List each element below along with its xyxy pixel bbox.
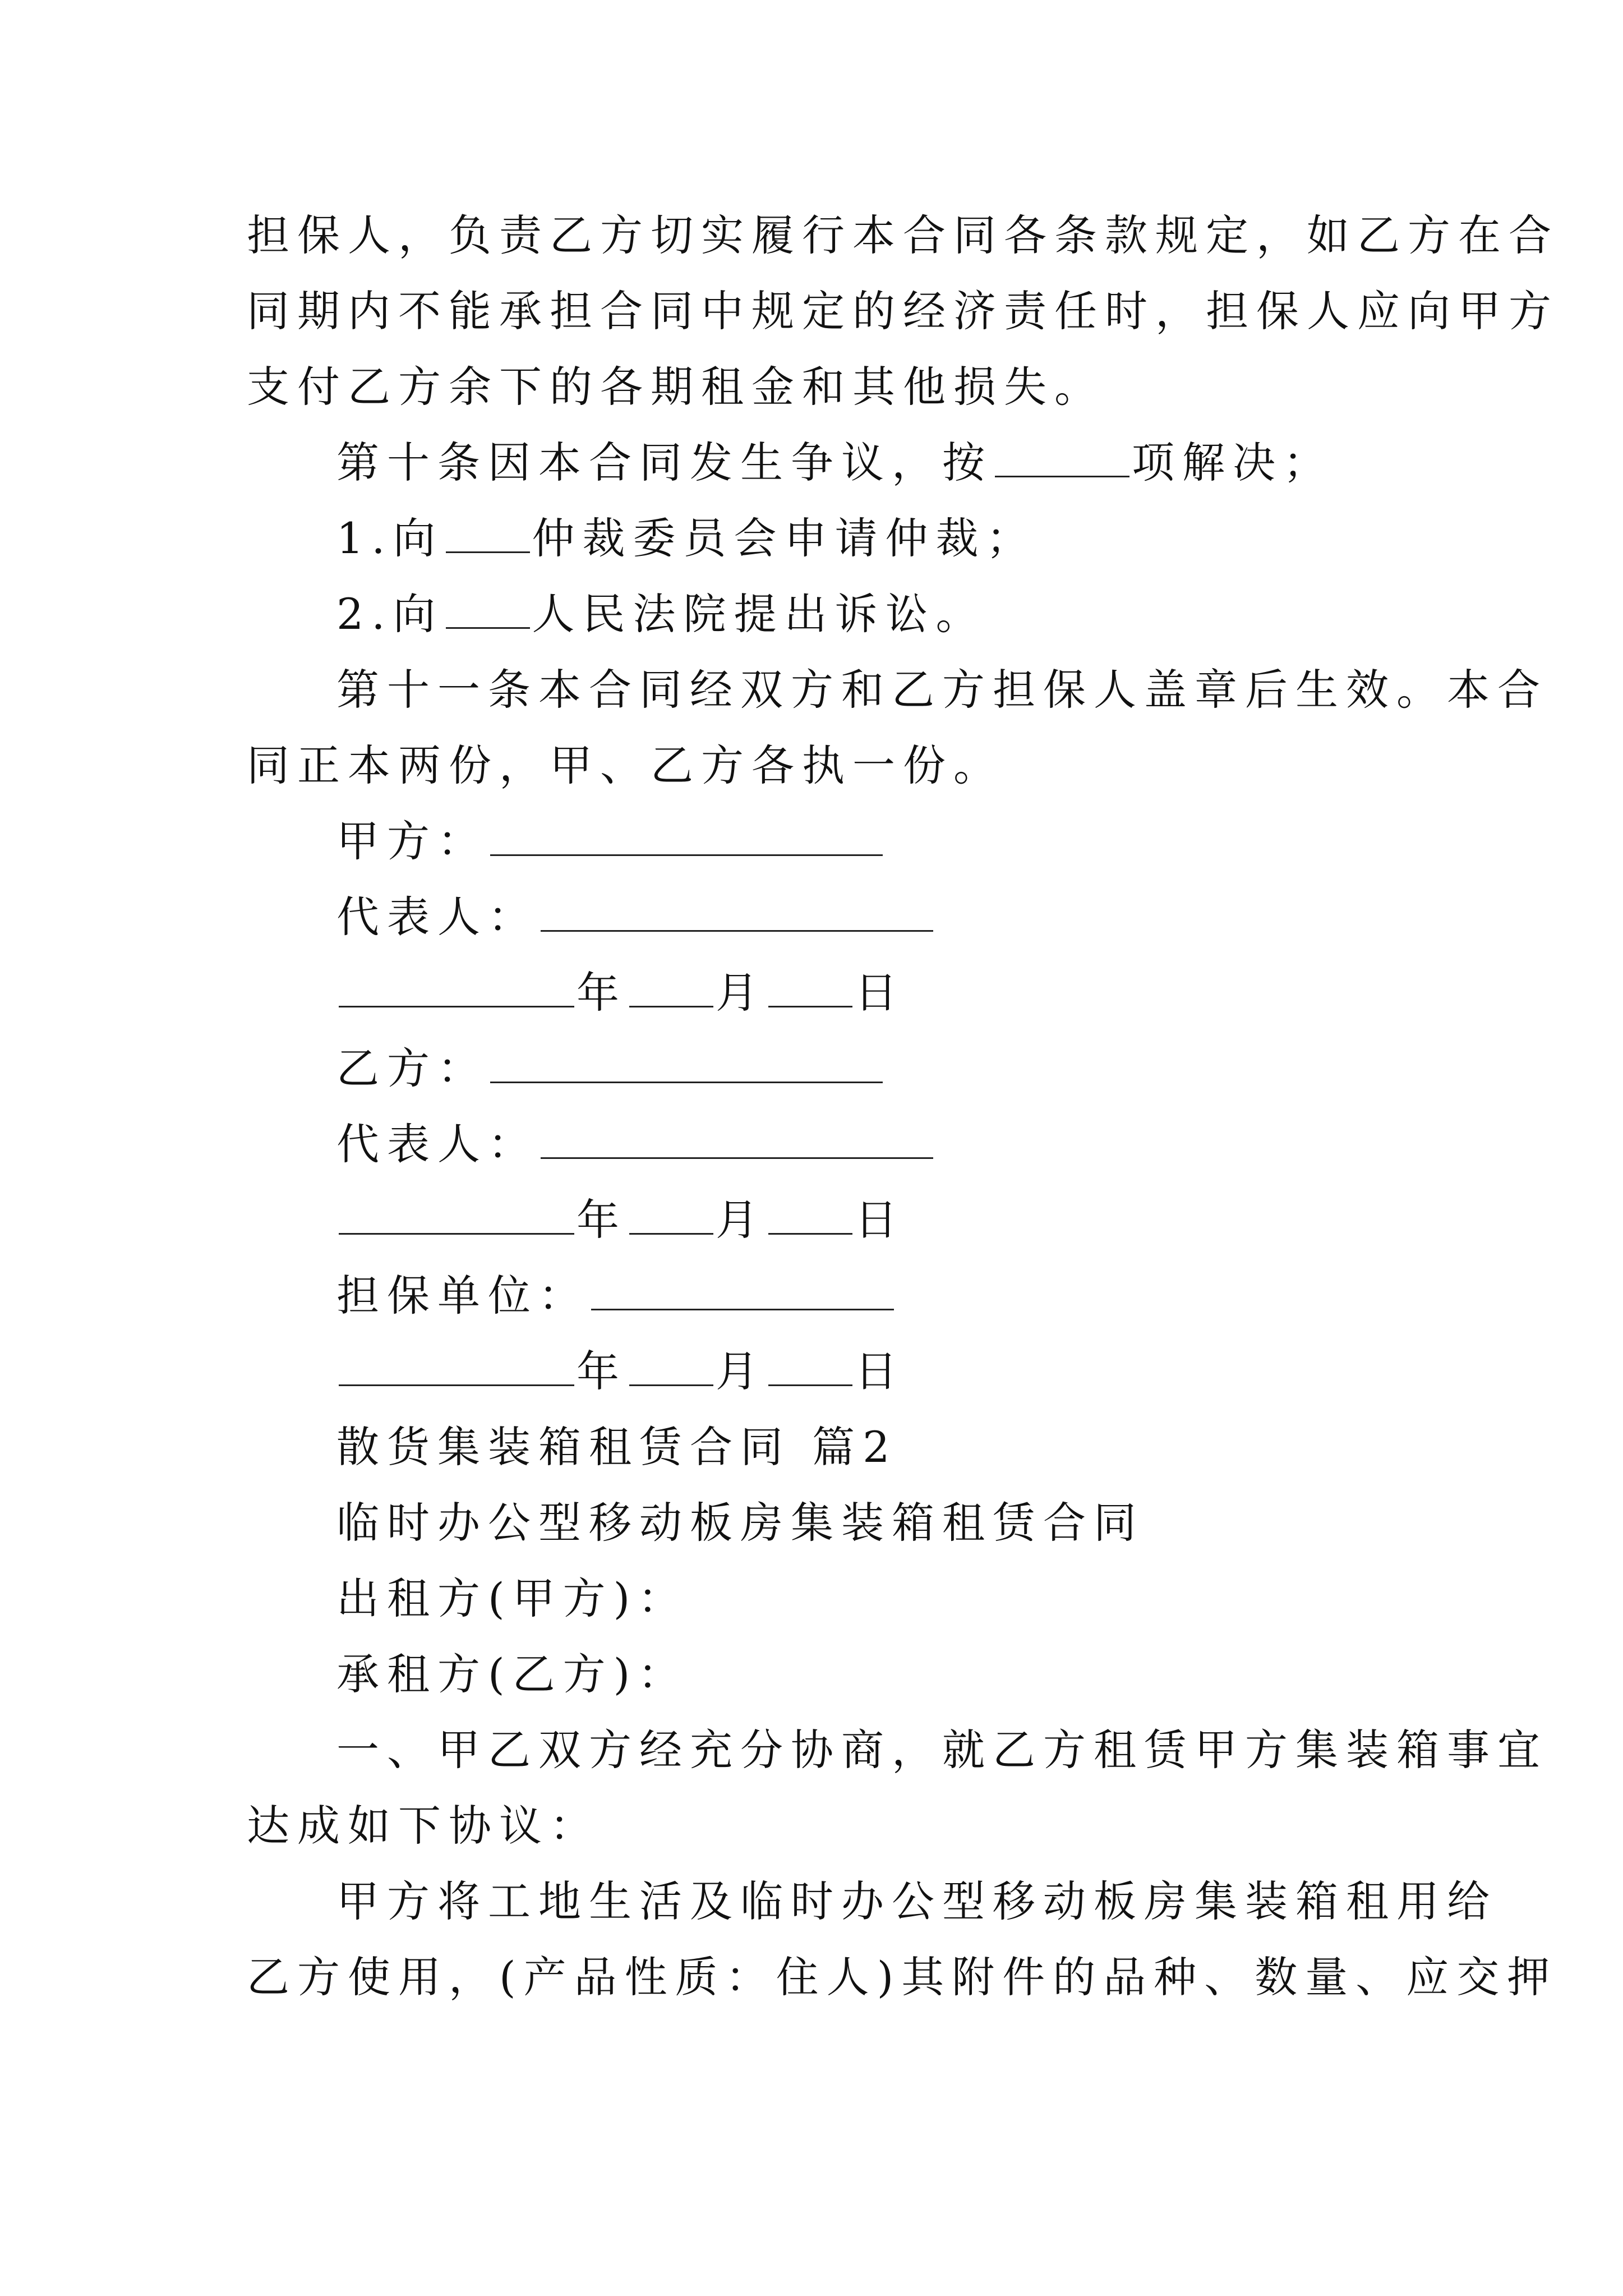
day-field[interactable] [768,1344,852,1386]
month-field[interactable] [629,1344,713,1386]
guarantor-row [336,1265,896,1327]
day-label: 日 [855,968,905,1018]
rep-label: 代表人： [336,1119,538,1169]
article-10-prefix: 第十条因本合同发生争议，按 [336,438,993,487]
lessor-label: 出租方(甲方)： [336,1573,689,1623]
clause-1-body-line: 甲方将工地生活及临时办公型移动板房集装箱租用给 [336,1876,1497,1926]
day-label: 日 [855,1346,905,1396]
blank-field[interactable] [446,587,530,629]
rep-field[interactable] [541,890,933,932]
party-b-field[interactable] [490,1041,883,1083]
party-a-row [336,811,885,872]
article-10-suffix: 项解决； [1132,438,1334,487]
article-11-line: 第十一条本合同经双方和乙方担保人盖章后生效。本合 [336,665,1548,715]
clause-1-line: 一、甲乙双方经充分协商，就乙方租赁甲方集装箱事宜 [336,1725,1548,1775]
party-a-field[interactable] [490,814,883,856]
year-field[interactable] [339,1193,574,1235]
year-field[interactable] [339,1344,574,1386]
article-10 [336,432,1334,494]
month-label: 月 [716,968,766,1018]
paragraph-line: 支付乙方余下的各期租金和其他损失。 [247,362,1105,412]
item-1 [336,508,1037,569]
year-label: 年 [577,1346,627,1396]
clause-1-line: 达成如下协议： [247,1801,600,1851]
year-label: 年 [577,968,627,1018]
item-2-prefix: 2.向 [336,589,444,639]
party-a-label: 甲方： [336,816,488,866]
section-title: 散货集装箱租赁合同 篇2 [336,1422,898,1472]
month-field[interactable] [629,1193,713,1235]
party-b-row [336,1038,885,1099]
month-label: 月 [716,1346,766,1396]
rep-row [336,886,935,948]
blank-field[interactable] [446,511,530,553]
date-row [336,1341,905,1402]
contract-title: 临时办公型移动板房集装箱租赁合同 [336,1498,1144,1548]
lessee-label: 承租方(乙方)： [336,1649,689,1699]
day-field[interactable] [768,965,852,1007]
date-row [336,1189,905,1251]
month-field[interactable] [629,965,713,1007]
month-label: 月 [716,1195,766,1245]
paragraph-line: 担保人，负责乙方切实履行本合同各条款规定，如乙方在合 [247,210,1559,260]
article-11-line: 同正本两份，甲、乙方各执一份。 [247,740,1004,790]
rep-row [336,1114,935,1175]
day-label: 日 [855,1195,905,1245]
item-1-prefix: 1.向 [336,513,444,563]
year-field[interactable] [339,965,574,1007]
day-field[interactable] [768,1193,852,1235]
date-row [336,962,905,1024]
rep-label: 代表人： [336,892,538,942]
party-b-label: 乙方： [336,1043,488,1093]
blank-field[interactable] [995,435,1129,477]
rep-field[interactable] [541,1117,933,1159]
guarantor-label: 担保单位： [336,1271,589,1320]
paragraph-line: 同期内不能承担合同中规定的经济责任时，担保人应向甲方 [247,286,1559,336]
clause-1-body-line: 乙方使用，(产品性质：住人)其附件的品种、数量、应交押 [247,1952,1558,2002]
item-1-suffix: 仲裁委员会申请仲裁； [532,513,1037,563]
guarantor-field[interactable] [591,1268,894,1310]
item-2 [336,583,986,645]
year-label: 年 [577,1195,627,1245]
item-2-suffix: 人民法院提出诉讼。 [532,589,986,639]
